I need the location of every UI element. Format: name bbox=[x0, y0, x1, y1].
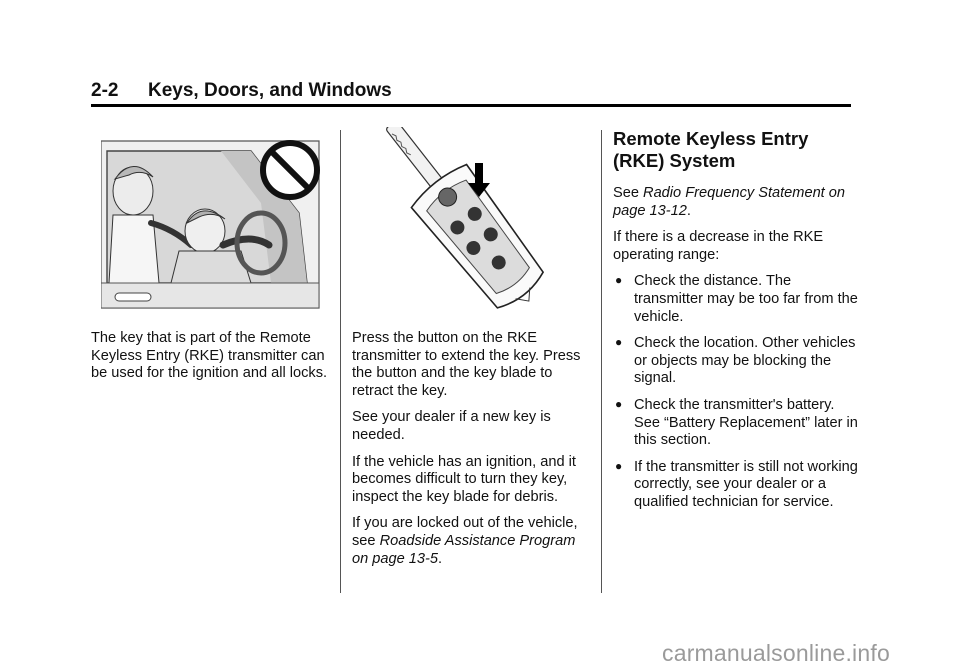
prohibition-icon bbox=[263, 143, 317, 197]
section-title: Remote Keyless Entry (RKE) System bbox=[613, 128, 809, 171]
checklist bbox=[613, 273, 858, 511]
bullet-icon: ● bbox=[615, 458, 623, 473]
bullet-icon: ● bbox=[615, 273, 623, 288]
column-middle-text bbox=[352, 330, 592, 577]
cross-reference-link[interactable]: Roadside Assistance Program on page 13-5 bbox=[352, 532, 576, 567]
cross-reference-link[interactable]: Radio Frequency Statement on page 13-12 bbox=[613, 185, 846, 219]
children-in-car-illustration bbox=[101, 133, 321, 315]
watermark: carmanualsonline.info bbox=[662, 640, 890, 666]
paragraph: If you are locked out of the vehicle, see Roadside Assistance Program on page 13-5. bbox=[352, 515, 578, 567]
page-number: 2-2 bbox=[91, 80, 119, 101]
column-divider bbox=[601, 130, 602, 593]
page-header bbox=[91, 80, 851, 110]
paragraph: The key that is part of the Remote Keyless Entry (RKE) transmitter can be used for the ignition and all locks. bbox=[91, 330, 328, 382]
paragraph: See Radio Frequency Statement on page 13-12. bbox=[613, 185, 846, 219]
header-rule bbox=[91, 104, 851, 107]
list-item: ● Check the distance. The transmitter may be too far from the vehicle. bbox=[615, 273, 858, 325]
paragraph: If there is a decrease in the RKE operating range: bbox=[613, 229, 824, 263]
list-item: ● Check the location. Other vehicles or objects may be blocking the signal. bbox=[615, 335, 856, 387]
bullet-icon: ● bbox=[615, 335, 623, 350]
bullet-icon: ● bbox=[615, 396, 623, 411]
list-item: ● If the transmitter is still not working correctly, see your dealer or a qualified technician for service. bbox=[615, 458, 858, 510]
column-divider bbox=[340, 130, 341, 593]
column-left-text bbox=[91, 330, 331, 392]
rke-transmitter-illustration bbox=[376, 127, 566, 322]
list-item: ● Check the transmitter's battery. See “Battery Replacement” later in this section. bbox=[615, 396, 858, 449]
chapter-title: Keys, Doors, and Windows bbox=[148, 80, 392, 101]
column-right-text bbox=[613, 128, 858, 521]
paragraph: Press the button on the RKE transmitter to extend the key. Press the button and the key blade to retract the key. bbox=[352, 330, 581, 399]
paragraph: If the vehicle has an ignition, and it becomes difficult to turn they key, inspect the key blade for debris. bbox=[352, 453, 576, 505]
paragraph: See your dealer if a new key is needed. bbox=[352, 409, 551, 443]
